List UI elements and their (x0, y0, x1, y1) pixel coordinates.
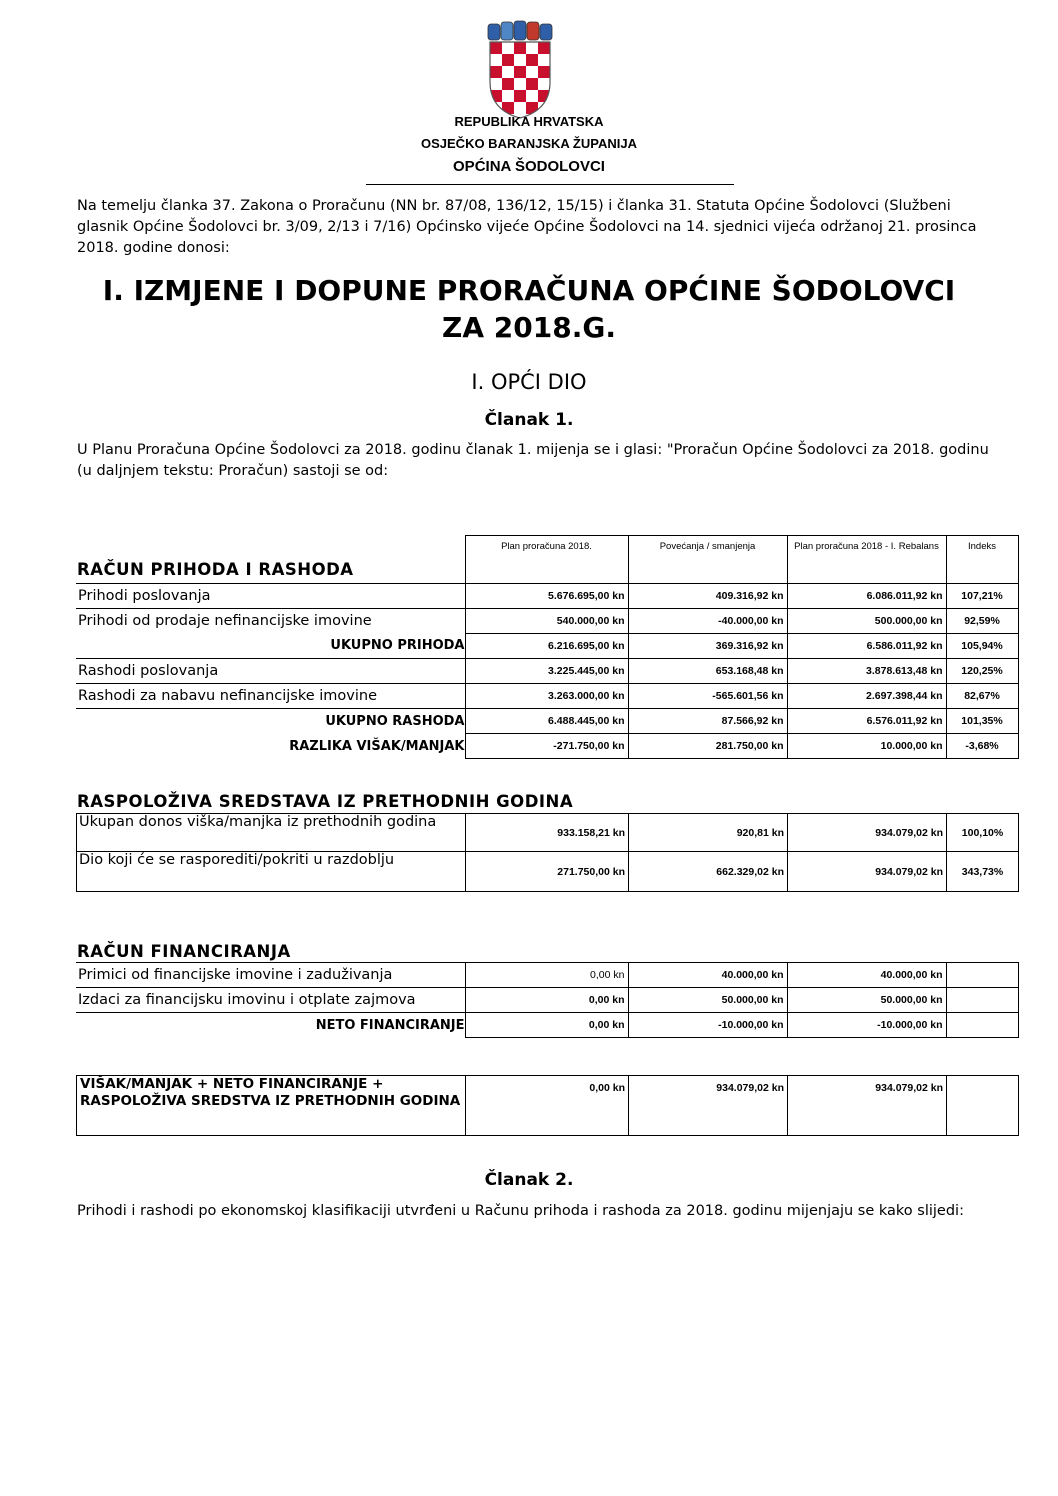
col-index: Indeks (946, 536, 1018, 584)
col-rebalans: Plan proračuna 2018 - I. Rebalans (787, 536, 946, 584)
table-row: Prihodi poslovanja 5.676.695,00 kn 409.316,92 kn 6.086.011,92 kn 107,21% (76, 584, 1018, 609)
table-row-total: UKUPNO PRIHODA 6.216.695,00 kn 369.316,92 kn 6.586.011,92 kn 105,94% (76, 634, 1018, 659)
county-name: OSJEČKO BARANJSKA ŽUPANIJA (421, 136, 637, 151)
raspolozivo-title: RASPOLOŽIVA SREDSTAVA IZ PRETHODNIH GODINA (77, 792, 574, 811)
financiranje-table (76, 962, 1019, 1038)
crown (488, 21, 552, 40)
document-title (0, 272, 1058, 346)
col-change: Povećanja / smanjenja (628, 536, 787, 584)
col-plan: Plan proračuna 2018. (465, 536, 628, 584)
section-heading: I. OPĆI DIO (471, 370, 587, 394)
table-row: Izdaci za financijsku imovinu i otplate zajmova 0,00 kn 50.000,00 kn 50.000,00 kn (76, 988, 1018, 1013)
title-line-1: I. IZMJENE I DOPUNE PRORAČUNA OPĆINE ŠODOLOVCI (102, 274, 956, 307)
table-header-row (76, 536, 1018, 584)
article-2-text: Prihodi i rashodi po ekonomskoj klasifikaciji utvrđeni u Računu prihoda i rashoda za 2018. godinu mijenjaju se kako slijedi: (77, 1203, 964, 1219)
table-row: Rashodi za nabavu nefinancijske imovine 3.263.000,00 kn -565.601,56 kn 2.697.398,44 kn 82,67% (76, 684, 1018, 709)
racun-prihoda-table (76, 535, 1019, 759)
table-row: Dio koji će se rasporediti/pokriti u razdoblju 271.750,00 kn 662.329,02 kn 934.079,02 kn 343,73% (77, 852, 1019, 892)
intro-paragraph: Na temelju članka 37. Zakona o Proračunu (NN br. 87/08, 136/12, 15/15) i članka 31. Statuta Općine Šodolovci (Službeni glasnik Općine Šodolovci br. 3/09, 2/13 i 7/16) Općinsko vijeće Općine Šodolovci na 14. sjednici vijeća održanoj 21. prosinca 2018. godine donosi: (77, 198, 977, 256)
table-row: Ukupan donos viška/manjka iz prethodnih godina 933.158,21 kn 920,81 kn 934.079,02 kn 100,10% (77, 814, 1019, 852)
table-row: Primici od financijske imovine i zaduživanja 0,00 kn 40.000,00 kn 40.000,00 kn (76, 963, 1018, 988)
table-row-total: RAZLIKA VIŠAK/MANJAK -271.750,00 kn 281.750,00 kn 10.000,00 kn -3,68% (76, 734, 1018, 759)
table-row-total: UKUPNO RASHODA 6.488.445,00 kn 87.566,92 kn 6.576.011,92 kn 101,35% (76, 709, 1018, 734)
title-line-2: ZA 2018.G. (442, 311, 616, 344)
table-row: Prihodi od prodaje nefinancijske imovine 540.000,00 kn -40.000,00 kn 500.000,00 kn 92,59% (76, 609, 1018, 634)
financiranje-title: RAČUN FINANCIRANJA (77, 942, 291, 961)
article-1-text: U Planu Proračuna Općine Šodolovci za 2018. godinu članak 1. mijenja se i glasi: "Proračun Općine Šodolovci za 2018. godinu (u daljnjem tekstu: Proračun) sastoji se od: (77, 442, 989, 479)
coat-of-arms (484, 20, 556, 120)
article-1-title: Članak 1. (484, 410, 574, 430)
summary-table (76, 1075, 1019, 1136)
municipality-name: OPĆINA ŠODOLOVCI (453, 158, 605, 175)
summary-label: VIŠAK/MANJAK + NETO FINANCIRANJE + RASPOLOŽIVA SREDSTVA IZ PRETHODNIH GODINA (77, 1076, 466, 1136)
raspolozivo-table (76, 813, 1019, 892)
racun-prihoda-title: RAČUN PRIHODA I RASHODA (77, 560, 354, 579)
table-row: Rashodi poslovanja 3.225.445,00 kn 653.168,48 kn 3.878.613,48 kn 120,25% (76, 659, 1018, 684)
table-row: VIŠAK/MANJAK + NETO FINANCIRANJE + RASPOLOŽIVA SREDSTVA IZ PRETHODNIH GODINA 0,00 kn 934.079,02 kn 934.079,02 kn (77, 1076, 1019, 1136)
checkered-shield (490, 42, 550, 120)
article-2-title: Članak 2. (484, 1170, 574, 1190)
table-row-total: NETO FINANCIRANJE 0,00 kn -10.000,00 kn -10.000,00 kn (76, 1013, 1018, 1038)
header-divider (366, 184, 734, 185)
country-name: REPUBLIKA HRVATSKA (454, 114, 604, 129)
